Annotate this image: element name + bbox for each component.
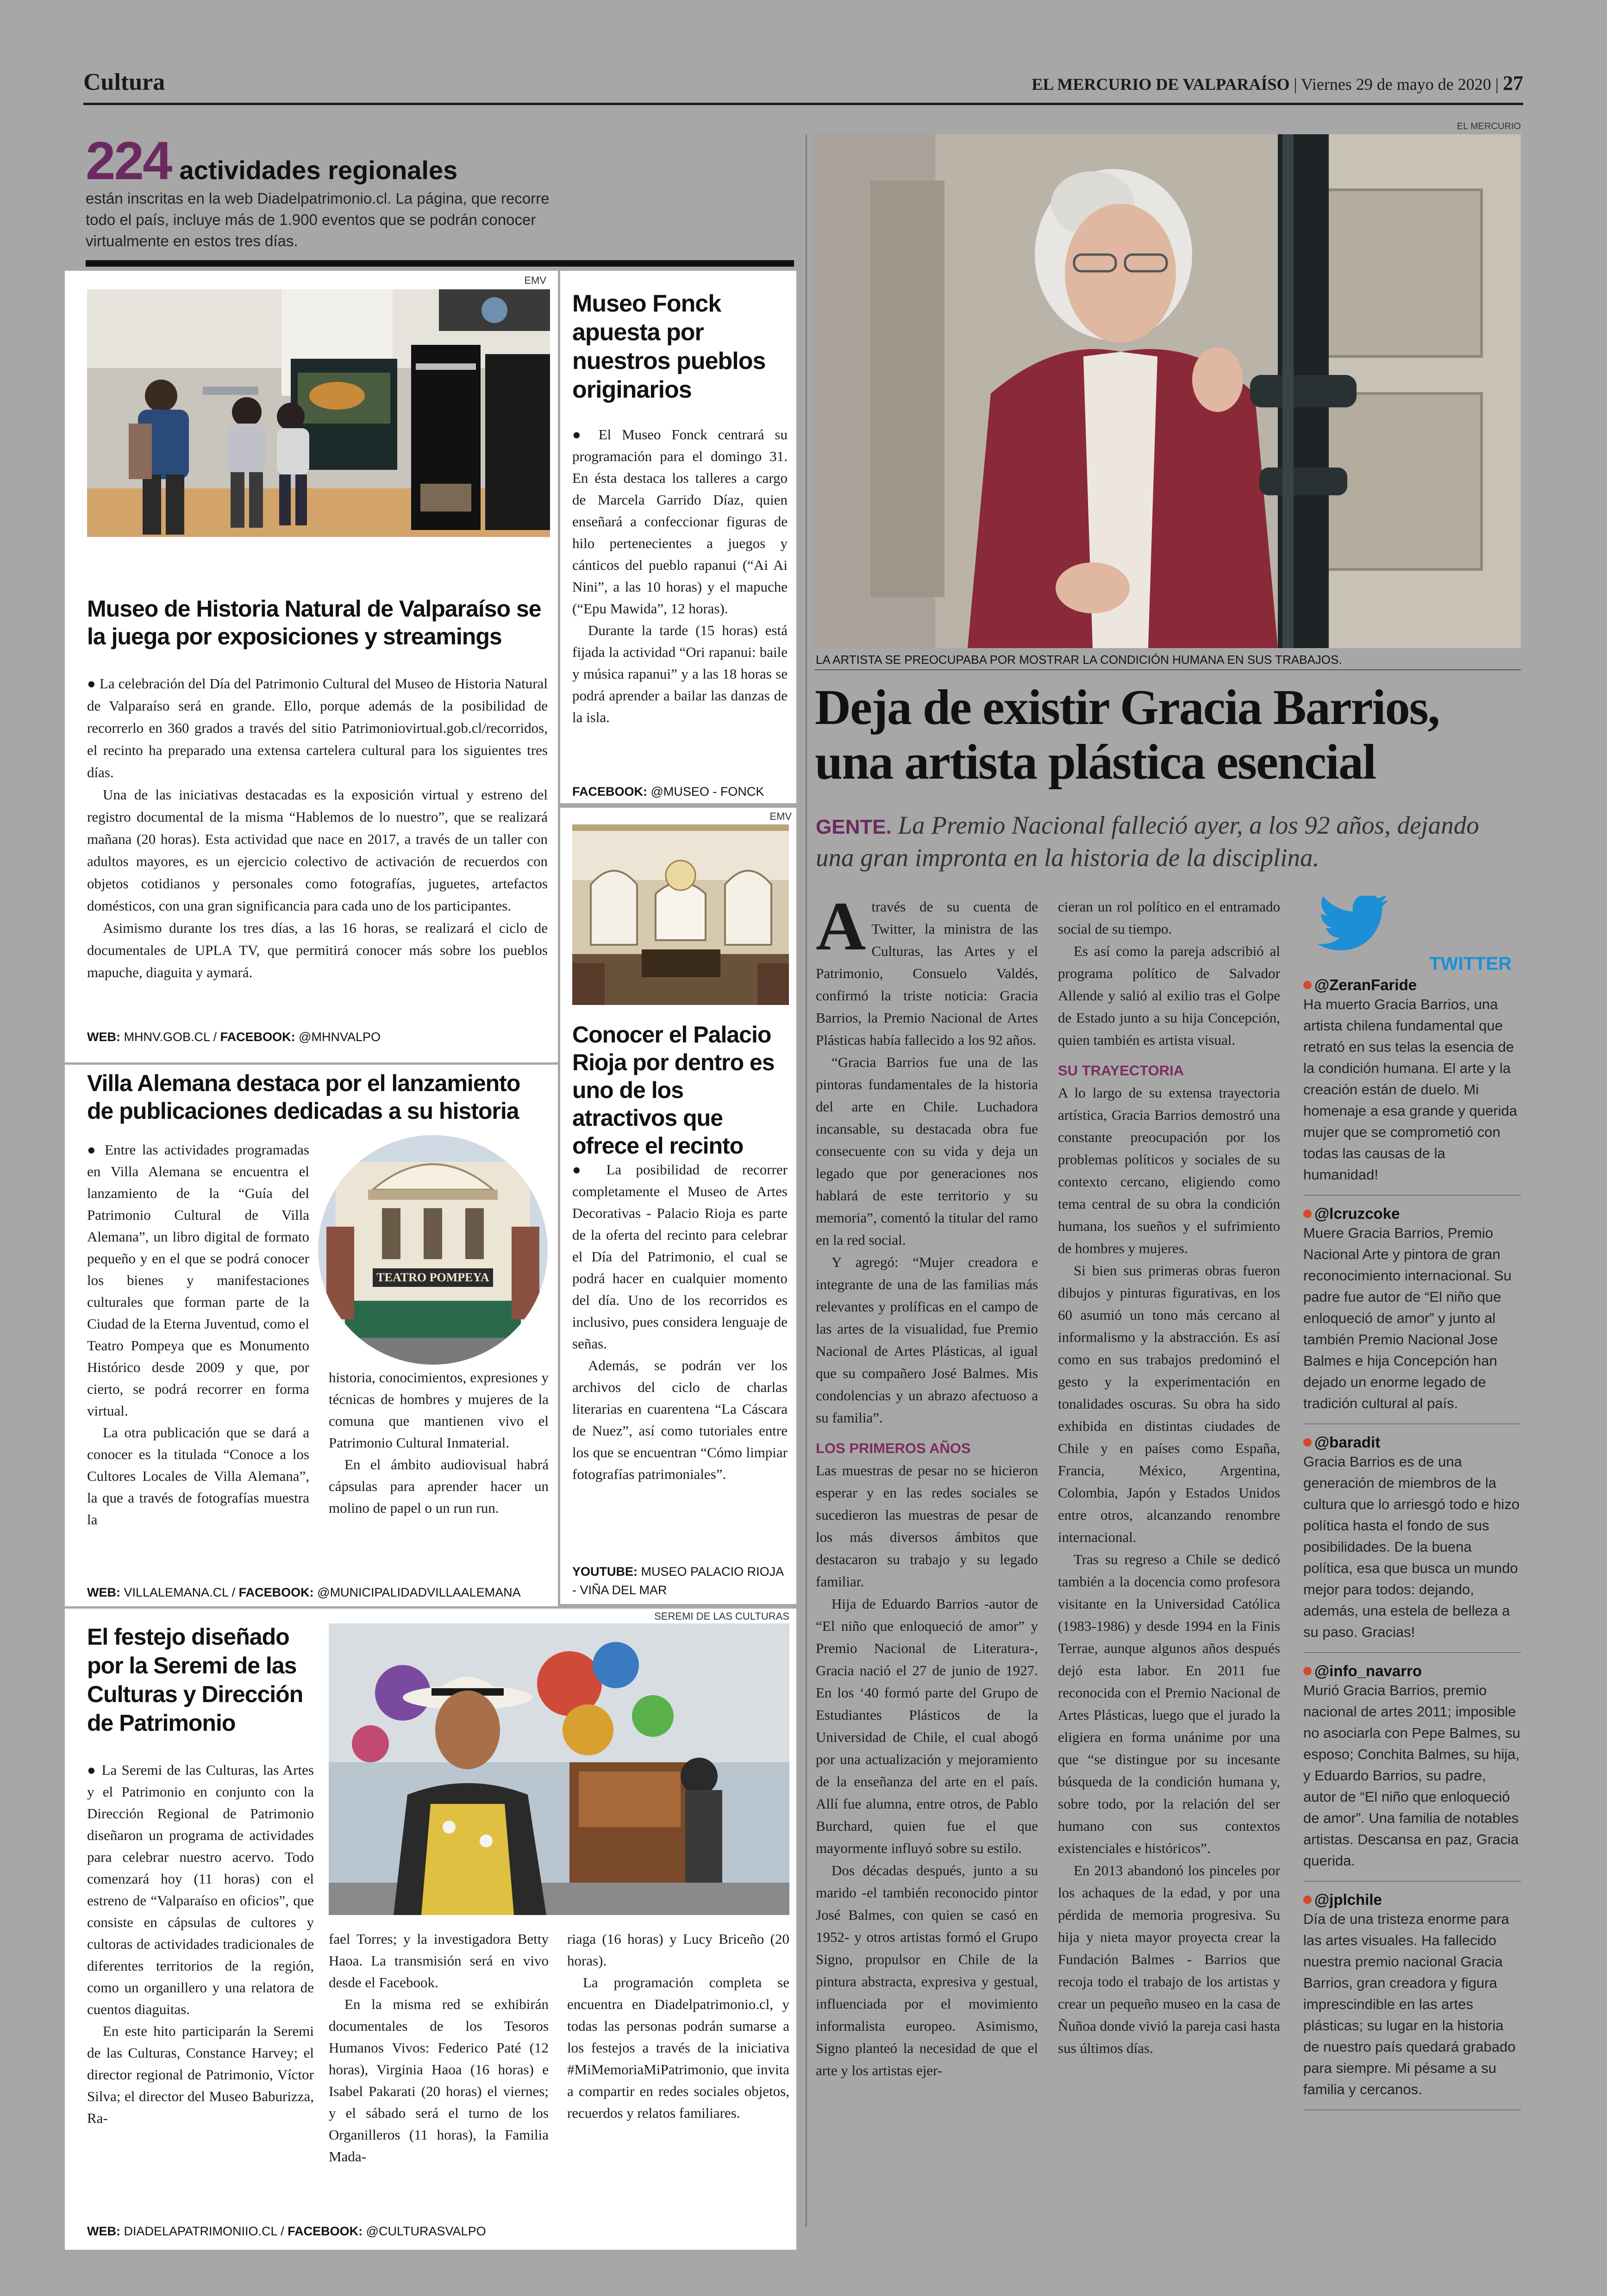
museum-exhibit-photo bbox=[87, 289, 550, 537]
paragraph: Dos décadas después, junto a su marido -el también reconocido pintor José Balmes, con quien se casó en 1952- y otros artistas formó el Grupo Signo, propulsor en Chile de la pintura abstracta, expresiva y gestual, influenciada por el movimiento informalista europeo. Asimismo, Signo planteó la necesidad de que el arte y los artistas ejer- bbox=[816, 1862, 1038, 2078]
paragraph: “Gracia Barrios fue una de las pintoras fundamentales de la historia del arte en Chile. Luchadora incansable, su destacada obra fue consecuente con su vida y deja un legado que por generaciones nos hablará de este territorio y su memoria”, comentó la titular del ramo en la red social. bbox=[816, 1054, 1038, 1248]
paragraph: En este hito participarán la Seremi de las Culturas, Constance Harvey; el director regional de Patrimonio, Víctor Silva; el director del Museo Baburizza, Ra- bbox=[87, 2023, 314, 2126]
tweet-divider bbox=[1303, 1423, 1521, 1424]
tweet bbox=[1303, 976, 1521, 1185]
headline: Museo Fonck apuesta por nuestros pueblos originarios bbox=[572, 290, 766, 403]
bullet-icon bbox=[1303, 1667, 1312, 1675]
organillero-photo bbox=[329, 1623, 789, 1915]
section-heading: SU TRAYECTORIA bbox=[1058, 1062, 1184, 1079]
paragraph: ● La Seremi de las Culturas, las Artes y el Patrimonio en conjunto con la Dirección Regional de Patrimonio diseñaron un programa de actividades para celebrar nuestro acervo. Todo comenzará hoy (11 horas) con el estreno de “Valparaíso en oficios”, que consiste en cápsulas de cultores y cultoras de actividades tradicionales de diferentes territorios de la región, como un organillero y una relatora de cuentos diaguitas. bbox=[87, 1762, 314, 2017]
paragraph: Una de las iniciativas destacadas es la exposición virtual y estreno del registro documental de la misma “Hablemos de lo nuestro”, que se realizará mañana (20 horas). Esta actividad que nace en 2017, a través de un taller con adultos mayores, es un ejercicio colectivo de activación de recuerdos con objetos cotidianos y personales como fotografías, juguetes, artefactos domésticos, con una gran significancia para cada uno de los participantes. bbox=[87, 786, 548, 914]
paragraph: Además, se podrán ver los archivos del ciclo de charlas literarias en cuarentena “La Cáscara de Nuez”, así como tutoriales entre los que se encuentran “Cómo limpiar fotografías patrimoniales”. bbox=[572, 1357, 788, 1482]
column-divider bbox=[806, 134, 807, 2227]
paragraph: fael Torres; y la investigadora Betty Haoa. La transmisión será en vivo desde el Facebook. bbox=[329, 1931, 549, 1990]
stat-headline bbox=[86, 130, 794, 192]
article-body bbox=[572, 424, 788, 728]
tweet-handle[interactable]: @info_navarro bbox=[1303, 1662, 1521, 1680]
page-header bbox=[83, 65, 1523, 102]
tweet-handle[interactable]: @ZeranFaride bbox=[1303, 976, 1521, 994]
paragraph: En el ámbito audiovisual habrá cápsulas para aprender hacer un molino de papel o un run run. bbox=[329, 1456, 549, 1516]
stat-rule bbox=[86, 260, 794, 267]
main-photo-credit: EL MERCURIO bbox=[1457, 121, 1521, 131]
kicker: GENTE. bbox=[816, 816, 892, 838]
tweet-divider bbox=[1303, 1195, 1521, 1196]
tweet-divider bbox=[1303, 1881, 1521, 1882]
gracia-barrios-photo bbox=[815, 134, 1521, 648]
headline: Villa Alemana destaca por el lanzamiento de publicaciones dedicadas a su historia bbox=[87, 1070, 520, 1124]
facebook-link[interactable]: @MUNICIPALIDADVILLAALEMANA bbox=[317, 1585, 521, 1599]
paragraph: La otra publicación que se dará a conocer es la titulada “Conoce a los Cultores Locales de Villa Alemana”, la que a través de fotografías muestra la bbox=[87, 1424, 309, 1528]
museo-fonck-panel bbox=[560, 271, 796, 803]
newspaper-name: EL MERCURIO DE VALPARAÍSO bbox=[1032, 75, 1290, 94]
facebook-label: FACEBOOK: bbox=[288, 2224, 363, 2238]
paragraph bbox=[816, 888, 1038, 1051]
tweet bbox=[1303, 1434, 1521, 1643]
issue-date: Viernes 29 de mayo de 2020 bbox=[1301, 75, 1491, 94]
paragraph: La programación completa se encuentra en Diadelpatrimonio.cl, y todas las personas podrán sumarse a los festejos a través de la iniciativa #MiMemoriaMiPatrimonio, que invita a compartir en redes sociales objetos, recuerdos y relatos familiares. bbox=[567, 1974, 789, 2121]
paragraph: Tras su regreso a Chile se dedicó también a la docencia como profesora visitante en la Universidad Católica (1983-1986) y desde 1994 en la Finis Terrae, aunque algunos años después dejó esta labor. En 2011 fue reconocida con el Premio Nacional de Artes Plásticas, luego que el jurado la eligiera en forma unánime por una que “se distingue por su incesante búsqueda de la condición humana y, sobre todo, por la relación del ser humano con sus contextos existenciales e históricos”. bbox=[1058, 1551, 1280, 1856]
tweet-text: Murió Gracia Barrios, premio nacional de artes 2011; imposible no asociarla con Pepe Balmes, su esposo; Conchita Balmes, su hija, y Eduardo Barrios, su padre, autor de “El niño que enloqueció de amor”. Una familia de notables artistas. Descansa en paz, Gracia querida. bbox=[1303, 1682, 1520, 1869]
paragraph: Las muestras de pesar no se hicieron esperar y en las redes sociales se sucedieron las muestras de pesar de los más diversos ámbitos que destacaron su trabajo y su legado familiar. bbox=[816, 1462, 1038, 1590]
palacio-rioja-panel bbox=[560, 808, 796, 1604]
stat-number: 224 bbox=[86, 131, 171, 191]
header-rule bbox=[83, 103, 1523, 105]
facebook-link[interactable]: @MHNVALPO bbox=[299, 1030, 381, 1044]
headline: Conocer el Palacio Rioja por dentro es uno de los atractivos que ofrece el recinto bbox=[572, 1022, 775, 1159]
seremi-panel bbox=[65, 1609, 796, 2250]
youtube-label: YOUTUBE: bbox=[572, 1565, 638, 1578]
twitter-label: TWITTER bbox=[1429, 954, 1512, 974]
photo-caption: LA ARTISTA SE PREOCUPABA POR MOSTRAR LA CONDICIÓN HUMANA EN SUS TRABAJOS. bbox=[816, 653, 1342, 667]
tweet-divider bbox=[1303, 2109, 1521, 2110]
links-footer bbox=[572, 785, 790, 799]
photo-credit: SEREMI DE LAS CULTURAS bbox=[654, 1610, 789, 1622]
paragraph: A lo largo de su extensa trayectoria artística, Gracia Barrios demostró una constante preocupación por los problemas políticos y sociales de su contexto cercano, eligiendo como tema central de su obra la condición humana, los sueños y el sufrimiento de hombres y mujeres. bbox=[1058, 1085, 1280, 1256]
links-footer: WEB: MHNV.GOB.CL / FACEBOOK: @MHNVALPO bbox=[87, 1030, 381, 1044]
tweet bbox=[1303, 1205, 1521, 1414]
bullet-icon bbox=[1303, 1210, 1312, 1218]
paragraph: Es así como la pareja adscribió al programa político de Salvador Allende y salió al exilio tras el Golpe de Estado junto a su hija Concepción, quien también es artista visual. bbox=[1058, 943, 1280, 1048]
section-heading: LOS PRIMEROS AÑOS bbox=[816, 1440, 971, 1456]
facebook-label: FACEBOOK: bbox=[238, 1585, 314, 1599]
bullet-icon bbox=[1303, 981, 1312, 989]
paragraph: Hija de Eduardo Barrios -autor de “El niño que enloqueció de amor” y Premio Nacional de Literatura-, Gracia nació el 27 de junio de 1927. En los ‘40 formó parte del Grupo de Estudiantes Plásticos de la Universidad de Chile, el cual abogó por una actualización y mejoramiento de la enseñanza del arte en el país. Allí fue alumna, entre otros, de Pablo Burchard, quien fue el que mayormente influyó sobre su estilo. bbox=[816, 1596, 1038, 1856]
stat-label: actividades regionales bbox=[179, 156, 458, 185]
paragraph: Si bien sus primeras obras fueron dibujos y pinturas figurativas, en los 60 asumió un tono más cercano al informalismo y la abstracción. Es así como en sus trabajos predominó el gesto y la experimentación en tonalidades oscuras. Su obra ha sido exhibida en distintas ciudades de Chile y en países como España, Francia, México, Argentina, Colombia, Japón y Estados Unidos entre otros, alcanzando renombre internacional. bbox=[1058, 1262, 1280, 1545]
bullet-icon bbox=[1303, 1438, 1312, 1447]
main-body-col2 bbox=[1058, 896, 1280, 2059]
paragraph: riaga (16 horas) y Lucy Briceño (20 horas). bbox=[567, 1931, 789, 1969]
article-body bbox=[87, 673, 548, 984]
tweet-handle[interactable]: @lcruzcoke bbox=[1303, 1205, 1521, 1223]
headline: Museo de Historia Natural de Valparaíso se la juega por exposiciones y streamings bbox=[87, 596, 541, 649]
page-number: 27 bbox=[1503, 72, 1523, 94]
tweet-text: Día de una tristeza enorme para las artes visuales. Ha fallecido nuestra premio nacional Gracia Barrios, gran creadora y figura imprescindible en las artes plásticas; su lugar en la historia de nuestro país quedará grabado para siempre. Mi pésame a su familia y cercanos. bbox=[1303, 1911, 1516, 2097]
paragraph: Asimismo durante los tres días, a las 16 horas, se realizará el ciclo de documentales de UPLA TV, que permitirá conocer más sobre los pueblos mapuche, diaguita y aymará. bbox=[87, 920, 548, 980]
web-link[interactable]: MHNV.GOB.CL bbox=[124, 1030, 210, 1044]
paragraph-text: través de su cuenta de Twitter, la ministra de las Culturas, las Artes y el Patrimonio, Consuelo Valdés, confirmó la triste noticia: Gracia Barrios, la Premio Nacional de Artes Plásticas había fallecido a los 92 años. bbox=[816, 898, 1038, 1048]
paragraph: historia, conocimientos, expresiones y técnicas de hombres y mujeres de la comuna que mantienen vivo el Patrimonio Cultural Inmaterial. bbox=[329, 1369, 549, 1451]
article-body-col1 bbox=[87, 1139, 309, 1530]
facebook-label: FACEBOOK: bbox=[572, 785, 647, 799]
caption-rule bbox=[815, 669, 1521, 670]
tweet-divider bbox=[1303, 1652, 1521, 1653]
facebook-link[interactable]: @MUSEO - FONCK bbox=[650, 785, 764, 799]
main-deck bbox=[816, 810, 1522, 873]
section-name: Cultura bbox=[83, 69, 165, 95]
tweet-handle[interactable]: @jplchile bbox=[1303, 1891, 1521, 1909]
article-body-col2 bbox=[329, 1928, 549, 2167]
museo-historia-panel bbox=[65, 271, 558, 1062]
tweet-handle[interactable]: @baradit bbox=[1303, 1434, 1521, 1451]
links-footer: WEB: DIADELAPATRIMONIIO.CL / FACEBOOK: @CULTURASVALPO bbox=[87, 2224, 486, 2238]
twitter-bird-icon bbox=[1317, 896, 1396, 956]
paragraph: En la misma red se exhibirán documentales de los Tesoros Humanos Vivos: Federico Paté (12 horas), Virginia Haoa (16 horas) e Isabel Pakarati (20 horas) el viernes; y el sábado será el turno de los Organilleros (11 horas), la Familia Mada- bbox=[329, 1996, 549, 2165]
article-body bbox=[572, 1159, 788, 1485]
facebook-label: FACEBOOK: bbox=[220, 1030, 295, 1044]
twitter-sidebar bbox=[1303, 896, 1521, 2238]
web-label: WEB: bbox=[87, 1585, 120, 1599]
villa-alemana-panel bbox=[65, 1065, 558, 1606]
teatro-pompeya-photo bbox=[317, 1134, 549, 1366]
article-body-col3 bbox=[567, 1928, 789, 2124]
deck-text: La Premio Nacional falleció ayer, a los 92 años, dejando una gran impronta en la historia de la disciplina. bbox=[816, 811, 1479, 872]
headline: El festejo diseñado por la Seremi de las Culturas y Dirección de Patrimonio bbox=[87, 1624, 303, 1736]
tweet bbox=[1303, 1891, 1521, 2100]
facebook-link[interactable]: @CULTURASVALPO bbox=[366, 2224, 486, 2238]
tweet-text: Ha muerto Gracia Barrios, una artista chilena fundamental que retrató en sus telas la esencia de la condición humana. El arte y la creación están de duelo. Mi homenaje a esa grande y querida mujer que se comprometió con todas las causas de la humanidad! bbox=[1303, 996, 1517, 1183]
paragraph: En 2013 abandonó los pinceles por los achaques de la edad, y por una pérdida de memoria progresiva. Su hija y nieta mayor proyecta crear la Fundación Balmes - Barrios que recoja todo el trabajo de los artistas y crear un pequeño museo en la casa de Ñuñoa donde vivió la pareja casi hasta sus últimos días. bbox=[1058, 1862, 1280, 2056]
bullet-icon bbox=[1303, 1896, 1312, 1904]
article-body-col2 bbox=[329, 1366, 549, 1519]
paragraph: ● La celebración del Día del Patrimonio Cultural del Museo de Historia Natural de Valparaíso será en grande. Ello, porque además de la posibilidad de recorrerlo en 360 grados a través del sitio Patrimoniovirtual.gob.cl/recorridos, el recinto ha preparado una extensa cartelera cultural para los siguientes tres días. bbox=[87, 675, 548, 780]
web-link[interactable]: VILLALEMANA.CL bbox=[124, 1585, 229, 1599]
paragraph: Durante la tarde (15 horas) está fijada la actividad “Ori rapanui: baile y música rapanui” y a las 18 horas se podrá aprender a bailar las danzas de la isla. bbox=[572, 622, 788, 725]
article-body-col1 bbox=[87, 1759, 314, 2129]
paragraph: cieran un rol político en el entramado social de su tiempo. bbox=[1058, 898, 1280, 937]
main-body-col1 bbox=[816, 888, 1038, 2082]
links-footer bbox=[572, 1562, 790, 1599]
paragraph: ● Entre las actividades programadas en Villa Alemana se encuentra el lanzamiento de la “Guía del Patrimonio Cultural de Villa Alemana”, un libro digital de formato pequeño y en el que se podrá conocer los bienes y manifestaciones culturales que forman parte de la Ciudad de la Eterna Juventud, como el Teatro Pompeya que es Monumento Histórico desde 2009 y que, por cierto, se podrá recorrer en forma virtual. bbox=[87, 1142, 309, 1419]
links-footer: WEB: VILLALEMANA.CL / FACEBOOK: @MUNICIPALIDADVILLAALEMANA bbox=[87, 1585, 521, 1599]
web-label: WEB: bbox=[87, 1030, 120, 1044]
web-label: WEB: bbox=[87, 2224, 120, 2238]
photo-credit: EMV bbox=[524, 275, 546, 286]
tweet bbox=[1303, 1662, 1521, 1872]
tweet-text: Muere Gracia Barrios, Premio Nacional Arte y pintora de gran reconocimiento internacional. Su padre fue autor de “El niño que enloqueció de amor” y junto al también Premio Nacional Jose Balmes e hija Concepción han dejado un enorme legado de tradición cultural al país. bbox=[1303, 1225, 1512, 1411]
photo-sign-text: TEATRO POMPEYA bbox=[376, 1271, 489, 1284]
tweet-text: Gracia Barrios es de una generación de miembros de la cultura que lo arriesgó todo e hizo política hasta el fondo de sus posibilidades. De la buena política, esa que busca un mundo mejor para todos: dejando, además, una estela de belleza a su paso. Gracias! bbox=[1303, 1454, 1520, 1640]
stat-text: están inscritas en la web Diadelpatrimonio.cl. La página, que recorre todo el país, incluye más de 1.900 eventos que se podrán conocer virtualmente en estos tres días. bbox=[86, 190, 550, 250]
web-link[interactable]: DIADELAPATRIMONIIO.CL bbox=[124, 2224, 277, 2238]
header-masthead: EL MERCURIO DE VALPARAÍSO | Viernes 29 de mayo de 2020 | 27 bbox=[1032, 72, 1523, 94]
drop-cap: A bbox=[816, 888, 866, 965]
palace-interior-photo bbox=[572, 824, 789, 1005]
photo-credit: EMV bbox=[769, 811, 792, 822]
youtube-link[interactable]: MUSEO PALACIO RIOJA - VIÑA DEL MAR bbox=[572, 1565, 783, 1597]
paragraph: Y agregó: “Mujer creadora e integrante de una de las familias más relevantes y prolíficas en el campo de las artes de la visualidad, fue Premio Nacional de Artes Plásticas, al igual que su compañero José Balmes. Mis condolencias y un abrazo afectuoso a su familia”. bbox=[816, 1254, 1038, 1426]
stat-box bbox=[86, 130, 794, 264]
paragraph: ● El Museo Fonck centrará su programación para el domingo 31. En ésta destaca los talleres a cargo de Marcela Garrido Díaz, quien enseñará a confeccionar figuras de hilo pertenecientes a juegos y cánticos del pueblo rapanui (“Ai Ai Nini”, a las 10 horas) y el mapuche (“Epu Mawida”, 12 horas). bbox=[572, 426, 788, 617]
main-headline: Deja de existir Gracia Barrios, una artista plástica esencial bbox=[815, 680, 1439, 790]
paragraph: ● La posibilidad de recorrer completamente el Museo de Artes Decorativas - Palacio Rioja es parte de la oferta del recinto para celebrar el Día del Patrimonio, el cual se podrá hacer en cualquier momento del día. Uno de los recorridos es inclusivo, pues considera lenguaje de señas. bbox=[572, 1161, 788, 1352]
